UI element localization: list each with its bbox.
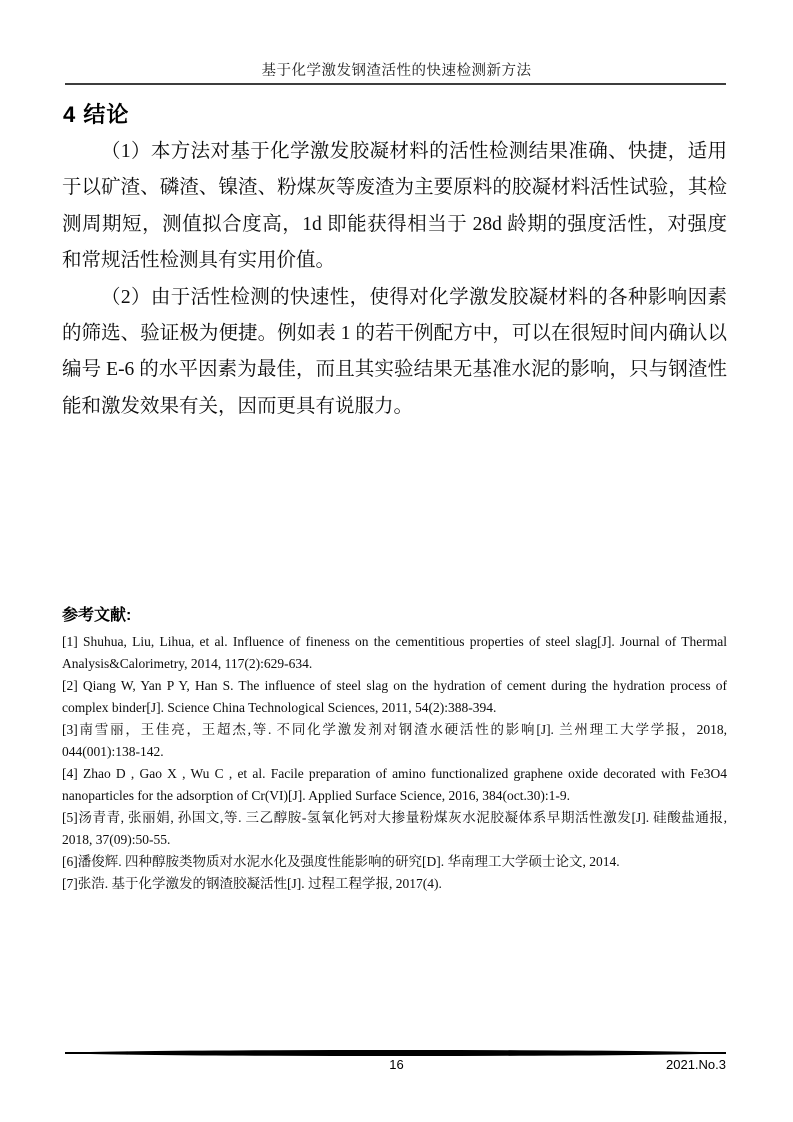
reference-item-3: [3]南雪丽，王佳亮，王超杰,等. 不同化学激发剂对钢渣水硬活性的影响[J]. 兰州理工大学学报，2018, 044(001):138-142.: [62, 722, 727, 759]
header-rule: [65, 83, 726, 85]
conclusion-paragraph-1: （1）本方法对基于化学激发胶凝材料的活性检测结果准确、快捷，适用于以矿渣、磷渣、镍渣、粉煤灰等废渣为主要原料的胶凝材料活性试验，其检测周期短，测值拟合度高，1d 即能获得相当于 28d 龄期的强度活性，对强度和常规活性检测具有实用价值。: [62, 141, 727, 272]
running-header-title: 基于化学激发钢渣活性的快速检测新方法: [261, 63, 532, 79]
issue-label: 2021.No.3: [666, 1057, 726, 1072]
references-list: [62, 631, 727, 895]
footer-rule: [65, 1052, 726, 1054]
conclusion-paragraph-2: （2）由于活性检测的快速性，使得对化学激发胶凝材料的各种影响因素的筛选、验证极为便捷。例如表 1 的若干例配方中，可以在很短时间内确认以编号 E-6 的水平因素为最佳，而且其实验结果无基准水泥的影响，只与钢渣性能和激发效果有关，因而更具有说服力。: [62, 286, 727, 417]
conclusion-body: [62, 134, 727, 425]
reference-item-7: [7]张浩. 基于化学激发的钢渣胶凝活性[J]. 过程工程学报, 2017(4).: [62, 876, 442, 891]
reference-item-5: [5]汤青青, 张丽娟, 孙国文,等. 三乙醇胺-氢氧化钙对大掺量粉煤灰水泥胶凝体系早期活性激发[J]. 硅酸盐通报, 2018, 37(09):50-55.: [62, 810, 727, 847]
reference-item-6: [6]潘俊辉. 四种醇胺类物质对水泥水化及强度性能影响的研究[D]. 华南理工大学硕士论文, 2014.: [62, 854, 620, 869]
reference-item-4: [4] Zhao D , Gao X , Wu C , et al. Facile preparation of amino functionalized graphene oxide decorated with Fe3O4 nanoparticles for the adsorption of Cr(VI)[J]. Applied Surface Science, 2016, 384(oct.30):1-9.: [62, 766, 727, 803]
references-heading: 参考文献:: [62, 607, 132, 624]
section-heading: 4 结论: [63, 102, 130, 127]
page-number: 16: [389, 1057, 404, 1072]
reference-item-2: [2] Qiang W, Yan P Y, Han S. The influence of steel slag on the hydration of cement during the hydration process of complex binder[J]. Science China Technological Sciences, 2011, 54(2):388-394.: [62, 678, 727, 715]
reference-item-1: [1] Shuhua, Liu, Lihua, et al. Influence of fineness on the cementitious properties of steel slag[J]. Journal of Thermal Analysis&Calorimetry, 2014, 117(2):629-634.: [62, 634, 727, 671]
